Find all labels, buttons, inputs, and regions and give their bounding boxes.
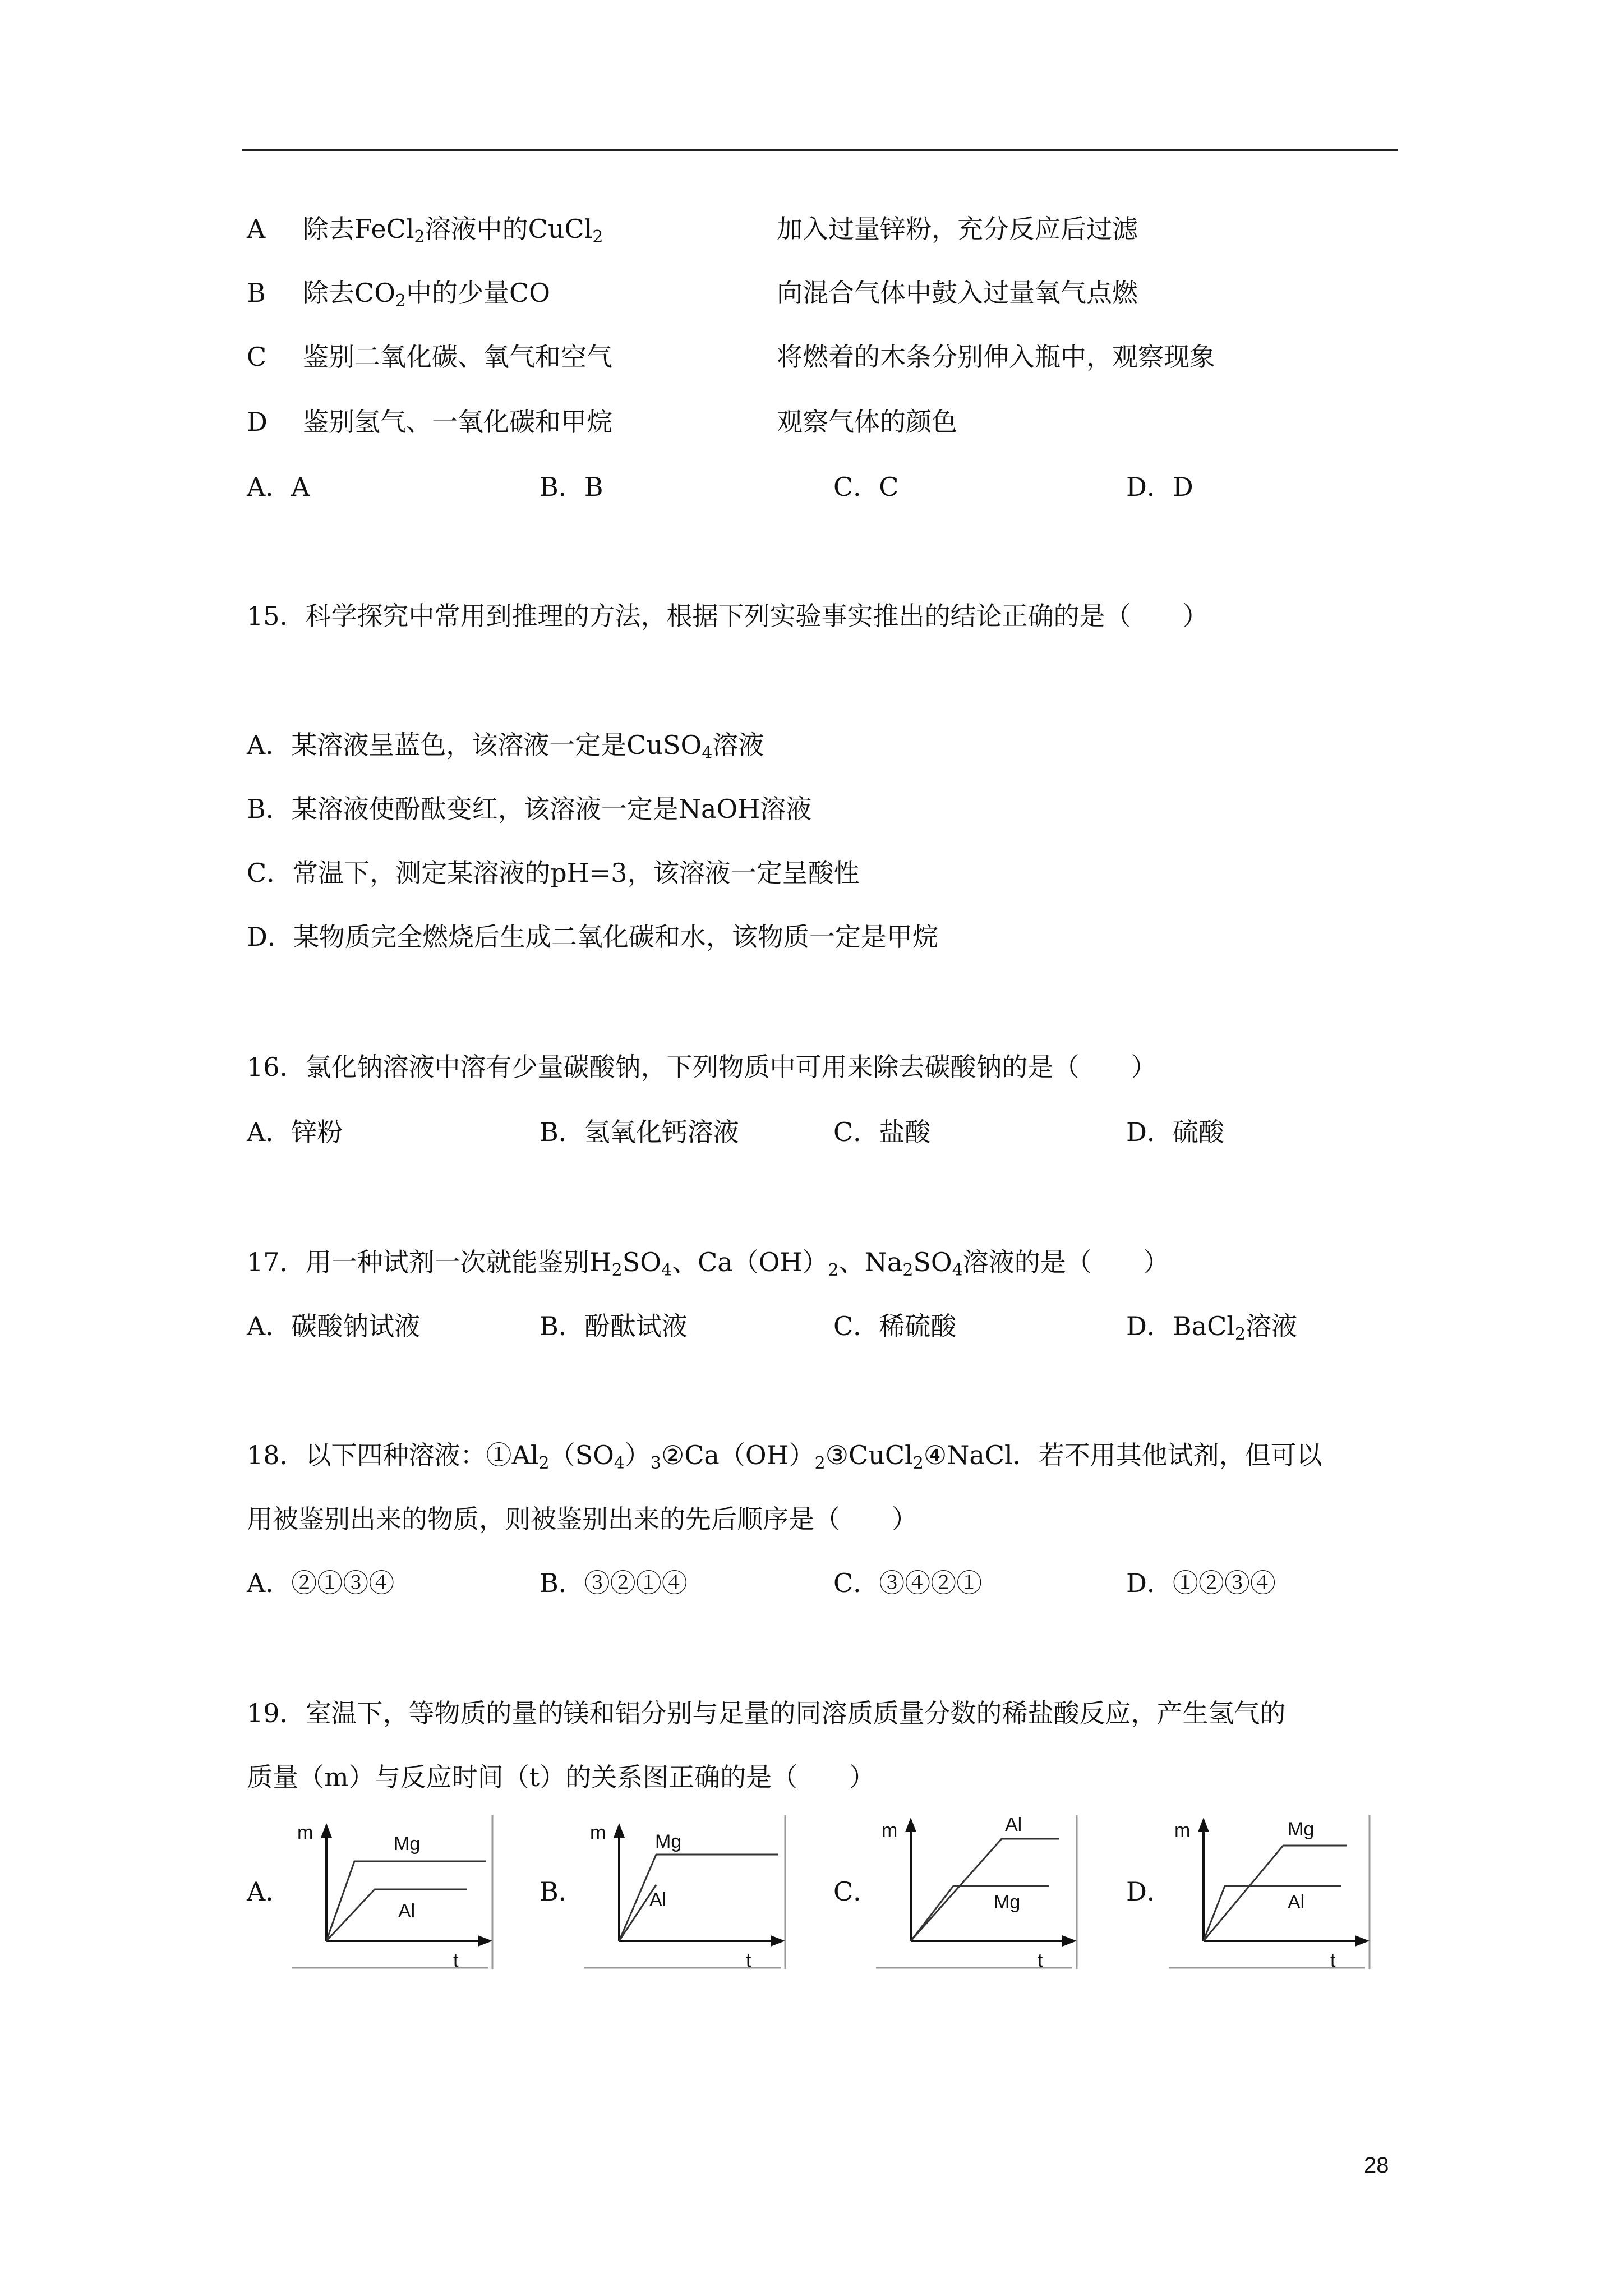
q14-option-d: D．D (1126, 472, 1193, 502)
q14-row-d-item: 鉴别氢气、一氧化碳和甲烷 (303, 407, 612, 437)
graph-b-m-label: m (590, 1822, 606, 1843)
graph-a-bottom-label: Al (398, 1901, 416, 1922)
q14-row-c-method: 将燃着的木条分别伸入瓶中，观察现象 (777, 342, 1215, 372)
q17-option-b: B．酚酞试液 (540, 1311, 688, 1341)
graph-b-t-label: t (746, 1950, 751, 1969)
q16-option-d: D．硫酸 (1126, 1117, 1224, 1147)
graph-d-t-label: t (1330, 1950, 1336, 1969)
q14-row-c-label: C (247, 342, 267, 372)
graph-a-m-label: m (297, 1822, 313, 1843)
q14-row-d-label: D (247, 407, 268, 437)
graph-c (876, 1811, 1083, 1969)
q14-option-b: B．B (540, 472, 603, 502)
graph-c-t-label: t (1038, 1950, 1043, 1969)
graph-c-label: C． (833, 1876, 879, 1907)
q14-row-a-label: A (247, 214, 266, 244)
q14-row-b-item: 除去$CO_2$中的少量CO (303, 278, 550, 311)
q16-option-b: B．氢氧化钙溶液 (540, 1117, 739, 1147)
q18-stem-line2: 用被鉴别出来的物质，则被鉴别出来的先后顺序是（ ） (247, 1504, 917, 1534)
q14-row-a-item: 除去FeCl$_2$溶液中的CuCl$_2$ (303, 214, 603, 247)
q15-stem: 15．科学探究中常用到推理的方法，根据下列实验事实推出的结论正确的是（ ） (247, 601, 1209, 631)
graph-b-top-label: Mg (655, 1831, 682, 1852)
graph-c-top-label: Al (1005, 1814, 1022, 1835)
q18-option-a: A．②①③④ (247, 1568, 395, 1598)
graph-c-m-label: m (882, 1820, 898, 1841)
q15-option-d: D．某物质完全燃烧后生成二氧化碳和水，该物质一定是甲烷 (247, 922, 938, 952)
graph-d-label: D． (1126, 1876, 1173, 1907)
q16-option-a: A．锌粉 (247, 1117, 343, 1147)
graph-a (292, 1811, 499, 1969)
graph-d (1169, 1811, 1376, 1969)
graph-d-bottom-line (1204, 1886, 1341, 1941)
q17-option-a: A．碳酸钠试液 (247, 1311, 421, 1341)
q18-option-b: B．③②①④ (540, 1568, 688, 1598)
graph-d-m-label: m (1174, 1820, 1191, 1841)
graph-c-bottom-line (911, 1886, 1049, 1941)
q17-option-c: C．稀硫酸 (833, 1311, 957, 1341)
graph-d-top-label: Mg (1288, 1819, 1315, 1840)
graph-c-top-line (911, 1839, 1059, 1941)
q18-stem-line1: 18．以下四种溶液：$①Al_2(SO_4)_3②Ca(OH)_2③CuCl_2④NaCl$．若不用其他试剂，但可以 (247, 1440, 1322, 1473)
graph-b (584, 1811, 792, 1969)
q14-row-a-method: 加入过量锌粉，充分反应后过滤 (777, 214, 1138, 244)
graph-c-bottom-label: Mg (994, 1892, 1021, 1913)
q14-row-c-item: 鉴别二氧化碳、氧气和空气 (303, 342, 612, 372)
graph-a-label: A． (247, 1876, 292, 1907)
q14-row-d-method: 观察气体的颜色 (777, 407, 957, 437)
graph-a-t-label: t (453, 1950, 459, 1969)
graph-a-top-label: Mg (394, 1833, 421, 1855)
header-rule (242, 149, 1398, 151)
q14-option-a: A．A (247, 472, 310, 502)
graph-b-bottom-label: Al (649, 1889, 667, 1911)
q17-stem: 17．用一种试剂一次就能鉴别$H_2SO_4$、$Ca(OH)_2$、$Na_2SO_4$溶液的是（ ） (247, 1247, 1169, 1280)
page-number: 28 (1364, 2153, 1389, 2178)
graph-b-top-line (619, 1855, 778, 1941)
q19-stem-line2: 质量（m）与反应时间（t）的关系图正确的是（ ） (247, 1762, 875, 1792)
graph-b-label: B． (540, 1876, 584, 1907)
graph-a-bottom-line (326, 1889, 467, 1941)
q16-option-c: C．盐酸 (833, 1117, 931, 1147)
q17-option-d: D．BaCl$_2$溶液 (1126, 1311, 1298, 1344)
q15-option-b: B．某溶液使酚酞变红，该溶液一定是NaOH溶液 (247, 794, 812, 824)
q14-row-b-method: 向混合气体中鼓入过量氧气点燃 (777, 278, 1138, 308)
q18-option-d: D．①②③④ (1126, 1568, 1276, 1598)
q14-option-c: C．C (833, 472, 899, 502)
q18-option-c: C．③④②① (833, 1568, 983, 1598)
graph-d-top-line (1204, 1846, 1347, 1941)
q15-option-a: A．某溶液呈蓝色，该溶液一定是CuSO$_4$溶液 (247, 730, 764, 763)
q14-row-b-label: B (247, 278, 266, 308)
q19-stem-line1: 19．室温下，等物质的量的镁和铝分别与足量的同溶质质量分数的稀盐酸反应，产生氢气的 (247, 1698, 1286, 1728)
q16-stem: 16．氯化钠溶液中溶有少量碳酸钠，下列物质中可用来除去碳酸钠的是（ ） (247, 1052, 1157, 1082)
q15-option-c: C．常温下，测定某溶液的pH=3，该溶液一定呈酸性 (247, 858, 860, 888)
graph-d-bottom-label: Al (1288, 1892, 1305, 1913)
